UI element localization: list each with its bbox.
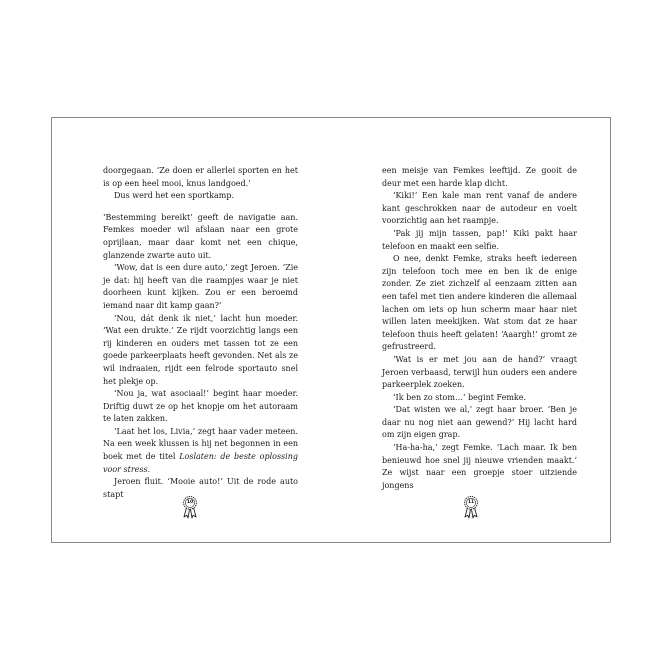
book-title: Loslaten: de beste oplossing voor stress. — [103, 452, 298, 474]
paragraph: ‘Wat is er met jou aan de hand?’ vraagt Jeroen verbaasd, terwijl hun ouders een andere parkeerplek zoeken. — [382, 354, 577, 390]
book-spread — [51, 117, 611, 543]
rosette-ribbon-icon — [180, 495, 200, 521]
paragraph: ‘Nou, dát denk ik niet,’ lacht hun moeder. ‘Wat een drukte.’ Ze rijdt voorzichtig langs een rij kinderen en ouders met tassen tot ze een goede parkeerplaats heeft gevonden. Net als ze wil indraaien, rijdt een felrode sportauto snel het plekje op. — [103, 313, 298, 386]
paragraph: ‘Pak jij mijn tassen, pap!’ Kiki pakt haar telefoon en maakt een selfie. — [382, 228, 577, 251]
paragraph: Dus werd het een sportkamp. — [114, 191, 235, 201]
paragraph: Jeroen fluit. ‘Mooie auto!’ Uit de rode auto stapt — [103, 477, 298, 499]
paragraph: ‘Dat wisten we al,’ zegt haar broer. ‘Ben je daar nu nog niet aan gewend?’ Hij lacht hard om zijn eigen grap. — [382, 405, 577, 440]
paragraph: ‘Wow, dat is een dure auto,’ zegt Jeroen. ‘Zie je dat: hij heeft van die raampjes waar je niet doorheen kunt kijken. Zou er een beroemd iemand naar dit kamp gaan?’ — [103, 263, 298, 310]
paragraph: ‘Bestemming bereikt’ geeft de navigatie aan. Femkes moeder wil afslaan naar een grote oprijlaan, maar daar komt net een chique, glanzende zwarte auto uit. — [103, 212, 298, 260]
paragraph: doorgegaan. ‘Ze doen er allerlei sporten en het is op een heel mooi, knus landgoed.’ — [103, 166, 298, 188]
paragraph: ‘Ha-ha-ha,’ zegt Femke. ‘Lach maar. Ik ben benieuwd hoe snel jij nieuwe vrienden maakt.’ Ze wijst naar een groepje stoer uitziende jongens — [382, 443, 577, 490]
left-page — [103, 165, 298, 501]
right-page — [382, 165, 577, 492]
paragraph: een meisje van Femkes leeftijd. Ze gooit de deur met een harde klap dicht. — [382, 166, 577, 188]
page-number-badge — [461, 495, 481, 521]
paragraph-text: ‘Laat het los, Livia,’ zegt haar vader meteen. Na een week klussen is hij net begonnen in een boek met de titel — [103, 426, 298, 462]
paragraph — [103, 426, 298, 476]
rosette-ribbon-icon — [461, 495, 481, 521]
page-number: 10 — [186, 500, 194, 505]
page-number: 11 — [467, 500, 475, 505]
paragraph: ‘Ik ben zo stom…’ begint Femke. — [393, 392, 527, 402]
paragraph: O nee, denkt Femke, straks heeft iedereen zijn telefoon toch mee en ben ik de enige zonder. Ze ziet zichzelf al eenzaam zitten aan een tafel met tien andere kinderen die allemaal lachen om iets op hun scherm maar haar niet willen laten meekijken. Wat stom dat ze haar telefoon thuis heeft gelaten! ‘Aaargh!’ gromt ze gefrustreerd. — [382, 254, 577, 352]
paragraph: ‘Nou ja, wat asociaal!’ begint haar moeder. Driftig duwt ze op het knopje om het autoraam te laten zakken. — [103, 389, 298, 424]
page-number-badge — [180, 495, 200, 521]
paragraph: ‘Kiki!’ Een kale man rent vanaf de andere kant geschrokken naar de autodeur en voelt voorzichtig aan het raampje. — [382, 191, 577, 226]
